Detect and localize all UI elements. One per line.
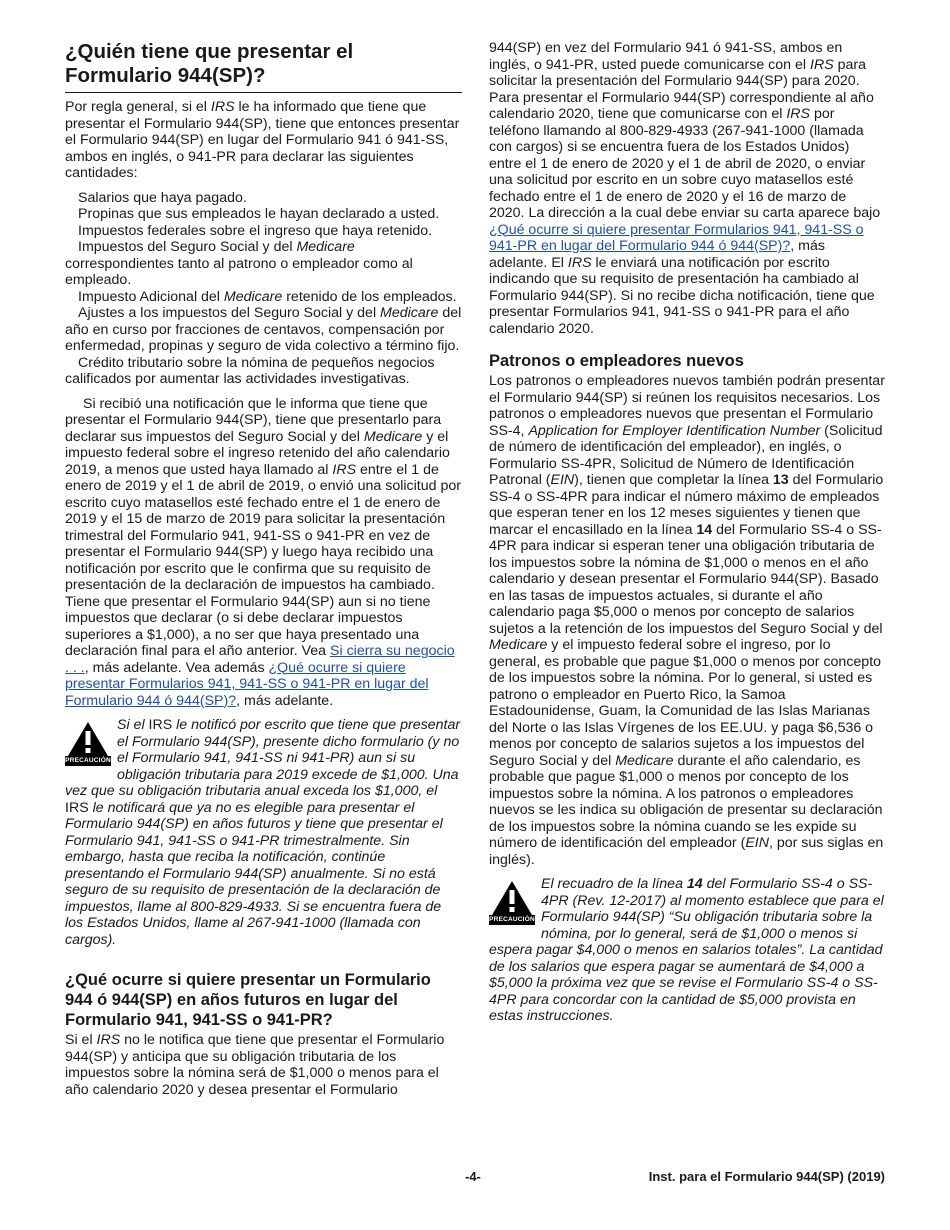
text: le notificó por escrito que tiene que presentar el Formulario 944(SP), presente dicho formulario (y no el Formulario 941, 941-SS ni 941-PR) aun si su obligación tributaria para 2019 excede de $1,000. Una vez que su obligación tributaria anual exceda los $1,000, el (65, 717, 461, 799)
irs-term: IRS (810, 56, 834, 73)
list-item-text: Impuestos federales sobre el ingreso que haya retenido. (78, 222, 433, 239)
text: 944(SP) en vez del Formulario 941 ó 941-SS, ambos en inglés, o 941-PR, usted puede comunicarse con el (489, 40, 843, 73)
page-footer (65, 1169, 885, 1187)
text: , más adelante. Vea además (84, 659, 269, 676)
list-item (65, 305, 462, 355)
text: , por sus siglas en inglés). (489, 835, 884, 868)
list-item-text: retenido de los empleados. (282, 288, 457, 305)
application-title: Application for Employer Identification Number (528, 422, 821, 439)
text: , más adelante. El (489, 238, 825, 271)
medicare-term: Medicare (615, 752, 674, 769)
line-number: 13 (772, 472, 789, 488)
text: le enviará una notificación por escrito indicando que su requisito de presentación ha cambiado al Formulario 944(SP). Si no recibe dicha notificación, tiene que presentar Formularios 941, 941-SS o 941-PR para el año calendario 2020. (489, 254, 875, 337)
caution-note-2 (489, 876, 885, 1025)
text: le ha informado que tiene que presentar el Formulario 944(SP), tiene que entonces presentar el Formulario 944(SP) en lugar del Formulario 941 ó 941-SS, ambos en inglés, o 941-PR para declarar las siguientes cantidades: (65, 99, 460, 181)
list-item-text: Impuestos del Seguro Social y del (78, 239, 297, 255)
irs-term: IRS (786, 106, 810, 122)
amounts-bullet-list (65, 190, 462, 388)
medicare-term: Medicare (223, 288, 283, 305)
left-column (65, 40, 462, 1098)
caution-icon (65, 720, 111, 766)
link-si-cierra-su-negocio[interactable]: Si cierra su negocio . . . (65, 643, 455, 676)
heading-quien-tiene-que-presentar: ¿Quién tiene que presentar el Formulario 944(SP)? (65, 40, 462, 93)
future-years-paragraph-continued (489, 40, 885, 337)
text: para solicitar la presentación del Formulario 944(SP) para 2020. Para presentar el Formulario 944(SP) correspondiente al año calendario 2020, tiene que comunicarse con el (489, 56, 874, 122)
heading-patronos-nuevos: Patronos o empleadores nuevos (489, 352, 744, 370)
list-item-text: correspondientes tanto al patrono o empleador como al empleado. (65, 255, 413, 288)
text: Por regla general, si el (65, 99, 211, 115)
list-item (65, 289, 462, 306)
medicare-term: Medicare (363, 428, 423, 445)
text: durante el año calendario, es probable que pague $1,000 o menos por concepto de los impuestos sobre la nómina. A los patronos o empleadores nuevos se les indica su obligación de presentar su declaración de los impuestos sobre la nómina cuando se les expide su número de identificación del empleador ( (489, 752, 883, 851)
list-item-text: Propinas que sus empleados le hayan declarado a usted. (78, 206, 440, 222)
list-item-text: Crédito tributario sobre la nómina de pequeños negocios calificados por aumentar las actividades investigativas. (65, 354, 435, 387)
irs-term: IRS (332, 461, 357, 478)
text: Los patronos o empleadores nuevos también podrán presentar el Formulario 944(SP) si reúnen los requisitos necesarios. Los patronos o empleadores nuevos que presentan el Formulario SS-4, (489, 373, 885, 439)
text: (Solicitud de número de identificación del empleador), en inglés, o Formulario SS-4PR, Solicitud de Número de Identificación Patronal ( (489, 422, 883, 488)
list-item-text: Salarios que haya pagado. (78, 189, 247, 206)
text: del Formulario SS-4 o SS-4PR (Rev. 12-2017) al momento establece que para el Formulario 944(SP) “Su obligación tributaria sobre la nómina, por lo general, será de $1,000 o menos si espera pagar $4,000 o menos en salarios totales”. La cantidad de los salarios que espera pagar se aumentará de $4,000 a $5,000 la próxima vez que se revise el Formulario SS-4 o SS-4PR para concordar con la cantidad de $5,000 provista en estas instrucciones. (489, 876, 884, 1024)
text: entre el 1 de enero de 2019 y el 1 de abril de 2019, o envió una solicitud por escrito cuyo matasellos esté fechado entre el 1 de enero de 2019 y el 15 de marzo de 2019 para solicitar la presentación trimestral del Formulario 941, 941-SS o 941-PR en vez de presentar el Formulario 944(SP) y luego haya recibido una notificación por escrito que le confirma que su requisito de presentación de la declaración de impuestos ha cambiado. Tiene que presentar el Formulario 944(SP) aun si no tiene impuestos que declarar (o si debe declarar impuestos superiores a $1,000), a no ser que haya presentado una declaración final para el año anterior. Vea (65, 461, 461, 659)
list-item-text: del año en curso por fracciones de centavos, compensación por enfermedad, propinas y seguro de vida colectivo a término fijo. (65, 305, 462, 354)
text: Si recibió una notificación que le informa que tiene que presentar el Formulario 944(SP), tiene que presentarlo para declarar sus impuestos del Seguro Social y del (65, 395, 442, 445)
text: El recuadro de la línea (541, 876, 687, 892)
irs-term: IRS (567, 254, 592, 271)
text: del Formulario SS-4 o SS-4PR para indicar el número máximo de empleados que esperan tener en los 12 meses siguientes y tienen que marcar el encasillado en la línea (489, 472, 884, 538)
ein-term: EIN (550, 472, 575, 488)
medicare-term: Medicare (296, 239, 355, 255)
text: le notificará que ya no es elegible para presentar el Formulario 944(SP) en años futuros y tiene que presentar el Formulario 941, 941-SS o 941-PR trimestralmente. Sin embargo, hasta que reciba la notificación, continúe presentando el Formulario 944(SP) anualmente. Si no está seguro de su requisito de presentación de la declaración de impuestos, llame al 800-829-4933. Si se encuentra fuera de los Estados Unidos, llame al 267-941-1000 (llamada con cargos). (65, 799, 443, 948)
list-item-text: Ajustes a los impuestos del Seguro Social y del (78, 305, 381, 321)
heading-que-ocurre-944: ¿Qué ocurre si quiere presentar un Formulario 944 ó 944(SP) en años futuros en lugar del Formulario 941, 941-SS o 941-PR? (65, 971, 431, 1029)
caution-label: PRECAUCIÓN (65, 757, 111, 764)
new-employers-paragraph (489, 373, 885, 868)
irs-term: IRS (65, 799, 89, 816)
caution-note-1 (65, 717, 462, 948)
irs-term: IRS (210, 99, 235, 115)
list-item (65, 223, 462, 240)
list-item (65, 190, 462, 207)
text: y el impuesto federal sobre el ingreso, por lo general, es probable que pague $1,000 o menos por concepto de los impuestos sobre la nómina. Por lo general, si usted es patrono o empleador en Puerto Rico, la Samoa Estadounidense, Guam, la Comunidad de las Islas Marianas del Norte o las Islas Vírgenes de los EE.UU. y paga $6,536 o menos por concepto de salarios sujetos a los impuestos del Seguro Social y del (489, 637, 882, 769)
text: por teléfono llamando al 800-829-4933 (267-941-1000 (llamada con cargos) si se encuentra fuera de los Estados Unidos) entre el 1 de enero de 2020 y el 1 de abril de 2020, o enviar una solicitud por escrito en un sobre cuyo matasellos esté fechado entre el 1 de enero de 2020 y el 16 de marzo de 2020. La dirección a la cual debe enviar su carta aparece bajo (489, 106, 881, 221)
link-que-ocurre-formularios-941[interactable]: ¿Qué ocurre si quiere presentar Formularios 941, 941-SS o 941-PR en lugar del Formulario 944 ó 944(SP)? (65, 659, 429, 709)
text: , más adelante. (236, 692, 334, 709)
text: del Formulario SS-4 o SS-4PR para indicar si esperan tener una obligación tributaria de los impuestos sobre la nómina de $1,000 o menos en el año calendario y desean presentar el Formulario 944(SP). Basado en las tasas de impuestos actuales, si durante el año calendario paga $5,000 o menos por concepto de salarios sujetos a la retención de los impuestos del Seguro Social y del (489, 521, 883, 637)
notification-paragraph (65, 396, 462, 710)
medicare-term: Medicare (380, 305, 439, 321)
caution-label: PRECAUCIÓN (489, 916, 535, 923)
text: y el impuesto federal sobre el ingreso retenido del año calendario 2019, a menos que usted haya llamado al (65, 428, 450, 478)
intro-paragraph (65, 99, 462, 182)
list-item (65, 355, 462, 388)
text: Si el (117, 717, 149, 733)
text: ), tienen que completar la línea (574, 472, 773, 488)
irs-term: IRS (96, 1032, 121, 1048)
caution-icon (489, 879, 535, 925)
irs-term: IRS (148, 717, 173, 733)
footer-document-title: Inst. para el Formulario 944(SP) (2019) (648, 1169, 885, 1184)
text: Si el (65, 1032, 97, 1048)
page-number: -4- (465, 1169, 481, 1184)
list-item (65, 206, 462, 223)
line-number: 14 (696, 521, 713, 538)
future-years-paragraph (65, 1032, 462, 1098)
right-column (489, 40, 885, 1025)
ein-term: EIN (745, 835, 769, 851)
list-item (65, 239, 462, 289)
medicare-term: Medicare (489, 637, 548, 653)
text: no le notifica que tiene que presentar el Formulario 944(SP) y anticipa que su obligación tributaria de los impuestos sobre la nómina será de $1,000 o menos para el año calendario 2020 y desea presentar el Formulario (65, 1032, 445, 1098)
line-number: 14 (686, 876, 703, 892)
link-que-ocurre-formularios-941[interactable]: ¿Qué ocurre si quiere presentar Formularios 941, 941-SS o 941-PR en lugar del Formulario 944 ó 944(SP)? (489, 221, 864, 254)
list-item-text: Impuesto Adicional del (78, 288, 224, 305)
